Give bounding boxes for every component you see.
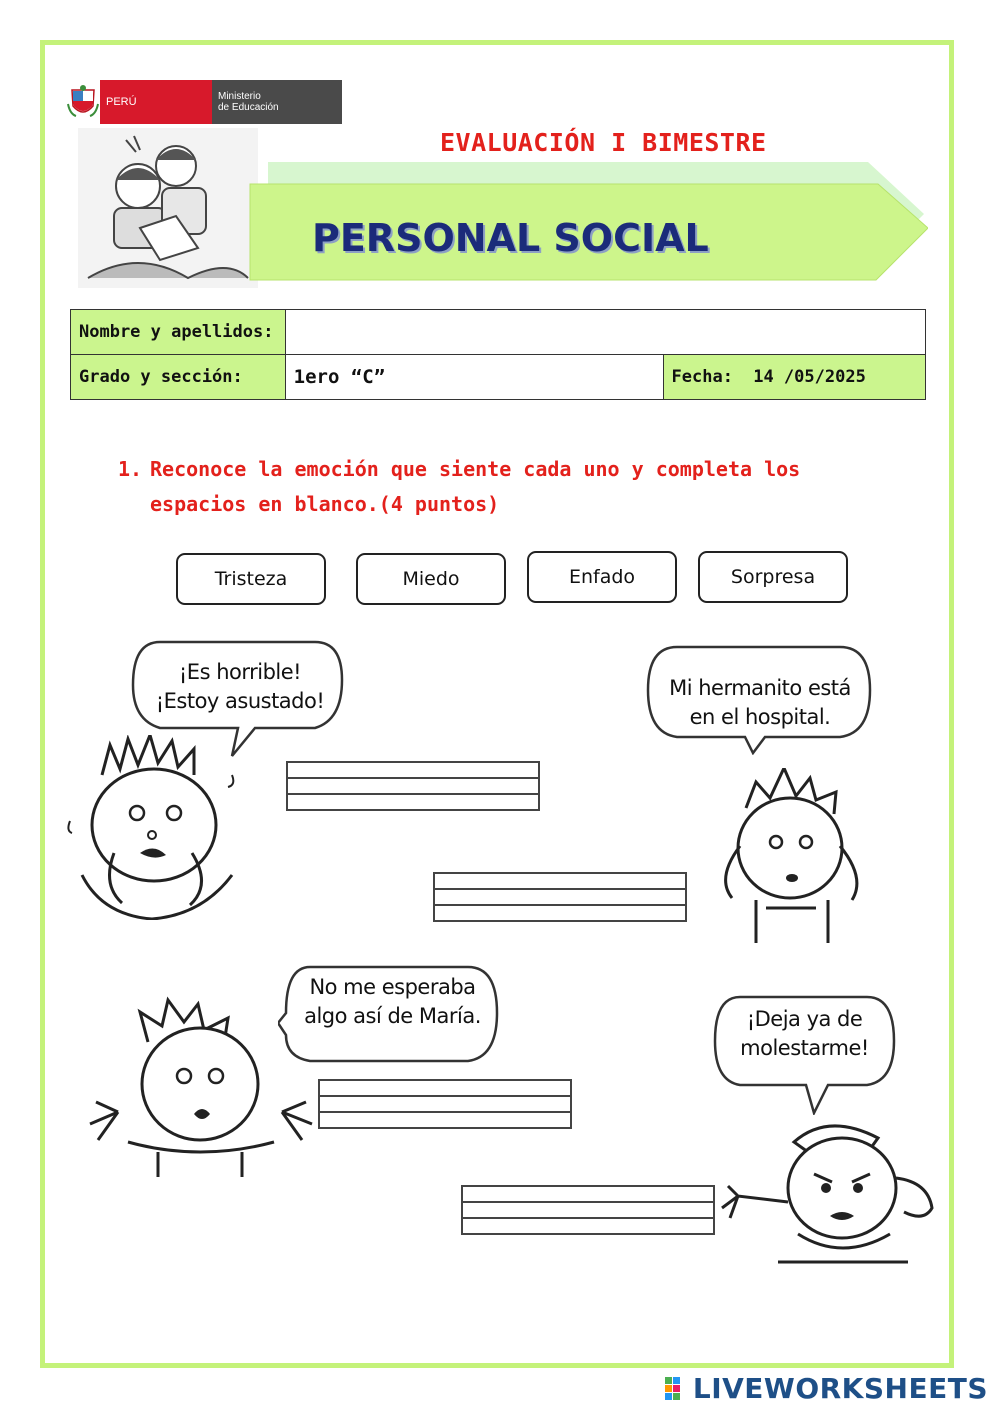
date-value: 14 /05/2025: [753, 367, 866, 387]
subject-title: PERSONAL SOCIAL: [312, 216, 709, 260]
speech-surprised-line-2: algo así de María.: [304, 1004, 481, 1028]
speech-text-surprised: [290, 973, 495, 1031]
speech-text-sad: [650, 674, 870, 732]
answer-field-angry[interactable]: [461, 1185, 715, 1235]
word-option-enfado[interactable]: Enfado: [527, 551, 677, 603]
name-label: Nombre y apellidos:: [71, 310, 286, 355]
ministry-logo: [66, 80, 279, 124]
question-text: Reconoce la emoción que siente cada uno y completa los espacios en blanco.(4 puntos): [150, 457, 801, 516]
word-option-tristeza[interactable]: Tristeza: [176, 553, 326, 605]
speech-angry-line-2: molestarme!: [740, 1036, 869, 1060]
word-option-miedo[interactable]: Miedo: [356, 553, 506, 605]
liveworksheets-brand: [665, 1372, 988, 1405]
scared-child-illustration: [62, 735, 247, 920]
evaluation-title: EVALUACIÓN I BIMESTRE: [440, 128, 767, 157]
children-reading-illustration: [78, 128, 258, 288]
speech-text-scared: [140, 658, 340, 716]
answer-field-surprised[interactable]: [318, 1079, 572, 1129]
speech-surprised-line-1: No me esperaba: [309, 975, 476, 999]
date-label: Fecha:: [671, 367, 733, 387]
question-1: [118, 452, 908, 522]
name-field[interactable]: [285, 310, 925, 355]
angry-child-illustration: [718, 1112, 940, 1284]
coat-of-arms-icon: [66, 84, 100, 120]
speech-sad-line-2: en el hospital.: [689, 705, 831, 729]
grade-label: Grado y sección:: [71, 355, 286, 400]
speech-scared-line-1: ¡Es horrible!: [178, 660, 302, 684]
speech-angry-line-1: ¡Deja ya de: [746, 1007, 863, 1031]
ministry-line-1: Ministerio: [218, 91, 261, 102]
speech-sad-line-1: Mi hermanito está: [669, 676, 851, 700]
student-info-table: [70, 309, 926, 400]
date-cell: [663, 355, 925, 400]
answer-field-sad[interactable]: [433, 872, 687, 922]
speech-scared-line-2: ¡Estoy asustado!: [155, 689, 325, 713]
answer-field-scared[interactable]: [286, 761, 540, 811]
grade-value: 1ero “C”: [285, 355, 663, 400]
word-option-sorpresa[interactable]: Sorpresa: [698, 551, 848, 603]
sad-child-illustration: [706, 768, 881, 943]
surprised-child-illustration: [88, 992, 313, 1177]
question-number: 1.: [118, 457, 143, 481]
speech-text-angry: [722, 1005, 887, 1063]
ministry-label: [212, 80, 342, 124]
ministry-line-2: de Educación: [218, 102, 279, 113]
brand-text: LIVEWORKSHEETS: [692, 1372, 988, 1405]
peru-label: PERÚ: [100, 80, 212, 124]
liveworksheets-logo-icon: [665, 1377, 689, 1401]
